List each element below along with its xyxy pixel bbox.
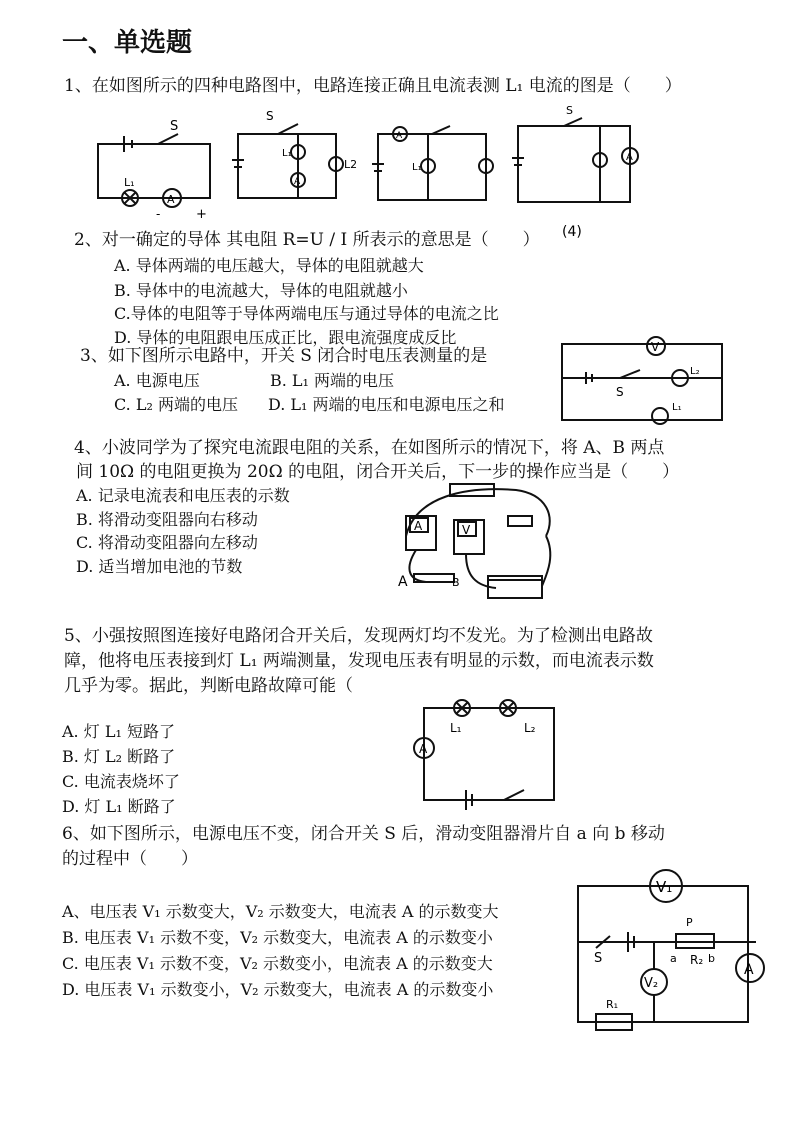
question-4-figure	[396, 476, 568, 608]
question-6-stem-line1: 6、如下图所示，电源电压不变，闭合开关 S 后，滑动变阻器滑片自 a 向 b 移动	[62, 824, 665, 844]
q6-option-c[interactable]: C. 电压表 V₁ 示数不变，V₂ 示数变小，电流表 A 的示数变大	[62, 954, 493, 973]
q1-c4-s-label: S	[566, 104, 573, 117]
q3-s-label: S	[616, 385, 624, 399]
question-2-stem: 2、对一确定的导体 其电阻 R=U / I 所表示的意思是（ ）	[74, 230, 540, 250]
q4-option-b[interactable]: B. 将滑动变阻器向右移动	[76, 510, 258, 529]
q1-circuit-3	[372, 126, 493, 200]
q1-c1-s-label: S	[170, 119, 179, 134]
question-1-figures	[88, 104, 668, 244]
q5-a-label: A	[419, 742, 428, 756]
q1-c2-s-label: S	[266, 109, 274, 123]
question-1-stem: 1、在如图所示的四种电路图中，电路连接正确且电流表测 L₁ 电流的图是（ ）	[64, 76, 682, 96]
q4-point-a-label: A	[398, 574, 408, 590]
q6-s-label: S	[594, 951, 603, 966]
q5-option-d[interactable]: D. 灯 L₁ 断路了	[62, 797, 176, 816]
q3-option-b[interactable]: B. L₁ 两端的电压	[270, 371, 395, 390]
q5-option-c[interactable]: C. 电流表烧坏了	[62, 772, 180, 791]
q2-option-a[interactable]: A. 导体两端的电压越大，导体的电阻就越大	[114, 256, 424, 275]
q6-a-meter-label: A	[744, 962, 754, 978]
q1-c2-a-label: A	[294, 177, 301, 187]
q1-c1-l1-label: L₁	[124, 176, 135, 189]
q4-option-d[interactable]: D. 适当增加电池的节数	[76, 557, 243, 576]
q1-c4-a-label: A	[626, 152, 633, 163]
q4-option-a[interactable]: A. 记录电流表和电压表的示数	[76, 486, 290, 505]
q1-c3-a-label: A	[396, 131, 403, 141]
q4-point-b-label: B	[452, 576, 460, 589]
q1-c4-number-label: (4)	[562, 224, 582, 240]
question-5-figure	[408, 698, 568, 816]
question-5-stem-line3: 几乎为零。据此，判断电路故障可能（	[64, 676, 353, 696]
q1-c1-a-label: A	[167, 193, 175, 206]
question-4-stem-line2: 间 10Ω 的电阻更换为 20Ω 的电阻，闭合开关后，下一步的操作应当是（ ）	[76, 462, 680, 482]
q3-option-d[interactable]: D. L₁ 两端的电压和电源电压之和	[268, 395, 505, 414]
q4-voltmeter-label: V	[462, 523, 471, 537]
q1-circuit-4	[512, 104, 638, 240]
q2-option-b[interactable]: B. 导体中的电流越大，导体的电阻就越小	[114, 281, 408, 300]
q6-r1-label: R₁	[606, 998, 619, 1011]
q5-option-b[interactable]: B. 灯 L₂ 断路了	[62, 747, 176, 766]
q6-p-label: P	[686, 916, 693, 929]
q6-v1-label: V₁	[656, 878, 673, 896]
q5-l1-label: L₁	[450, 721, 462, 735]
q3-v-label: V	[651, 340, 660, 354]
question-3-stem: 3、如下图所示电路中，开关 S 闭合时电压表测量的是	[80, 346, 488, 366]
q6-a-point-label: a	[670, 952, 677, 965]
q2-option-c[interactable]: C.导体的电阻等于导体两端电压与通过导体的电流之比	[114, 304, 499, 323]
question-5-stem-line2: 障，他将电压表接到灯 L₁ 两端测量，发现电压表有明显的示数，而电流表示数	[64, 651, 654, 671]
q5-l2-label: L₂	[524, 721, 536, 735]
q3-l2-label: L₂	[690, 366, 700, 377]
q1-c1-minus: -	[156, 207, 161, 221]
question-6-stem-line2: 的过程中（ ）	[62, 849, 198, 869]
q2-option-d[interactable]: D. 导体的电阻跟电压成正比，跟电流强度成反比	[114, 328, 457, 347]
q1-circuit-1	[98, 119, 210, 222]
section-title: 一、单选题	[62, 28, 193, 58]
question-3-figure	[556, 336, 736, 428]
q6-option-d[interactable]: D. 电压表 V₁ 示数变小，V₂ 示数变大，电流表 A 的示数变小	[62, 980, 494, 999]
q1-circuit-2	[232, 109, 357, 198]
q6-option-b[interactable]: B. 电压表 V₁ 示数不变，V₂ 示数变大，电流表 A 的示数变小	[62, 928, 493, 947]
q6-v2-label: V₂	[644, 976, 659, 991]
q1-c3-l1-label: L₁	[412, 162, 422, 173]
q3-l1-label: L₁	[672, 402, 682, 413]
question-4-stem-line1: 4、小波同学为了探究电流跟电阻的关系，在如图所示的情况下，将 A、B 两点	[74, 438, 665, 458]
q1-c2-l1-label: L₁	[282, 148, 292, 159]
q5-option-a[interactable]: A. 灯 L₁ 短路了	[62, 722, 175, 741]
q4-ammeter-label: A	[414, 519, 423, 533]
q3-option-a[interactable]: A. 电源电压	[114, 371, 200, 390]
question-6-figure	[566, 852, 778, 1048]
q6-b-point-label: b	[708, 952, 715, 965]
q6-option-a[interactable]: A、电压表 V₁ 示数变大，V₂ 示数变大，电流表 A 的示数变大	[62, 902, 499, 921]
q4-option-c[interactable]: C. 将滑动变阻器向左移动	[76, 533, 258, 552]
q3-option-c[interactable]: C. L₂ 两端的电压	[114, 395, 238, 414]
question-5-stem-line1: 5、小强按照图连接好电路闭合开关后，发现两灯均不发光。为了检测出电路故	[64, 626, 653, 646]
q1-c1-plus: +	[196, 207, 207, 222]
q1-c2-l2-label: L2	[344, 158, 358, 171]
q6-r2-label: R₂	[690, 953, 704, 967]
